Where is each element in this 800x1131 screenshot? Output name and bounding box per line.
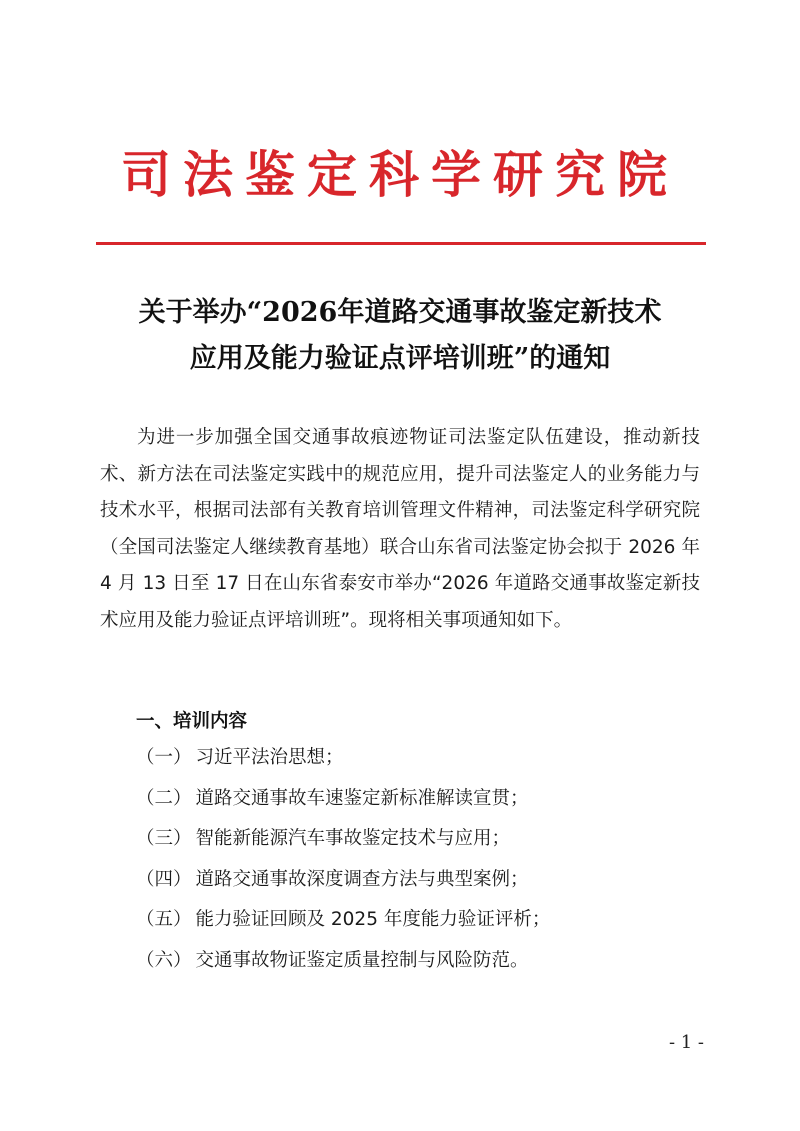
item-number: （四） (136, 868, 192, 890)
item-text: 智能新能源汽车事故鉴定技术与应用； (195, 828, 511, 849)
title-line-2: 应用及能力验证点评培训班”的通知 (189, 343, 611, 374)
red-divider-line (96, 242, 706, 245)
training-content-list (136, 740, 550, 983)
section-heading-training-content: 一、培训内容 (136, 711, 248, 732)
item-number: （二） (136, 787, 192, 809)
list-item (136, 862, 550, 903)
item-number: （三） (136, 828, 192, 849)
list-item (136, 902, 550, 943)
document-title (60, 290, 740, 382)
list-item (136, 821, 550, 862)
page-number: - 1 - (668, 1032, 704, 1053)
item-text: 交通事故物证鉴定质量控制与风险防范。 (195, 949, 529, 971)
item-number: （六） (136, 949, 192, 971)
item-text: 习近平法治思想； (195, 747, 344, 768)
intro-paragraph: 为进一步加强全国交通事故痕迹物证司法鉴定队伍建设，推动新技术、新方法在司法鉴定实践中的规范应用，提升司法鉴定人的业务能力与技术水平，根据司法部有关教育培训管理文件精神，司法鉴定科学研究院（全国司法鉴定人继续教育基地）联合山东省司法鉴定协会拟于 2026 年 4 月 13 日至 17 日在山东省泰安市举办“2026 年道路交通事故鉴定新技术应用及能力验证点评培训班”。现将相关事项通知如下。 (100, 427, 700, 631)
item-number: （一） (136, 747, 192, 768)
list-item (136, 943, 550, 984)
item-text: 道路交通事故车速鉴定新标准解读宣贯； (195, 787, 529, 809)
organization-header: 司法鉴定科学研究院 (121, 145, 679, 204)
item-text: 道路交通事故深度调查方法与典型案例； (195, 868, 529, 890)
list-item (136, 781, 550, 822)
list-item (136, 740, 550, 781)
item-text: 能力验证回顾及 2025 年度能力验证评析； (195, 909, 551, 930)
item-number: （五） (136, 909, 192, 930)
title-line-1: 关于举办“2026年道路交通事故鉴定新技术 (138, 297, 662, 328)
